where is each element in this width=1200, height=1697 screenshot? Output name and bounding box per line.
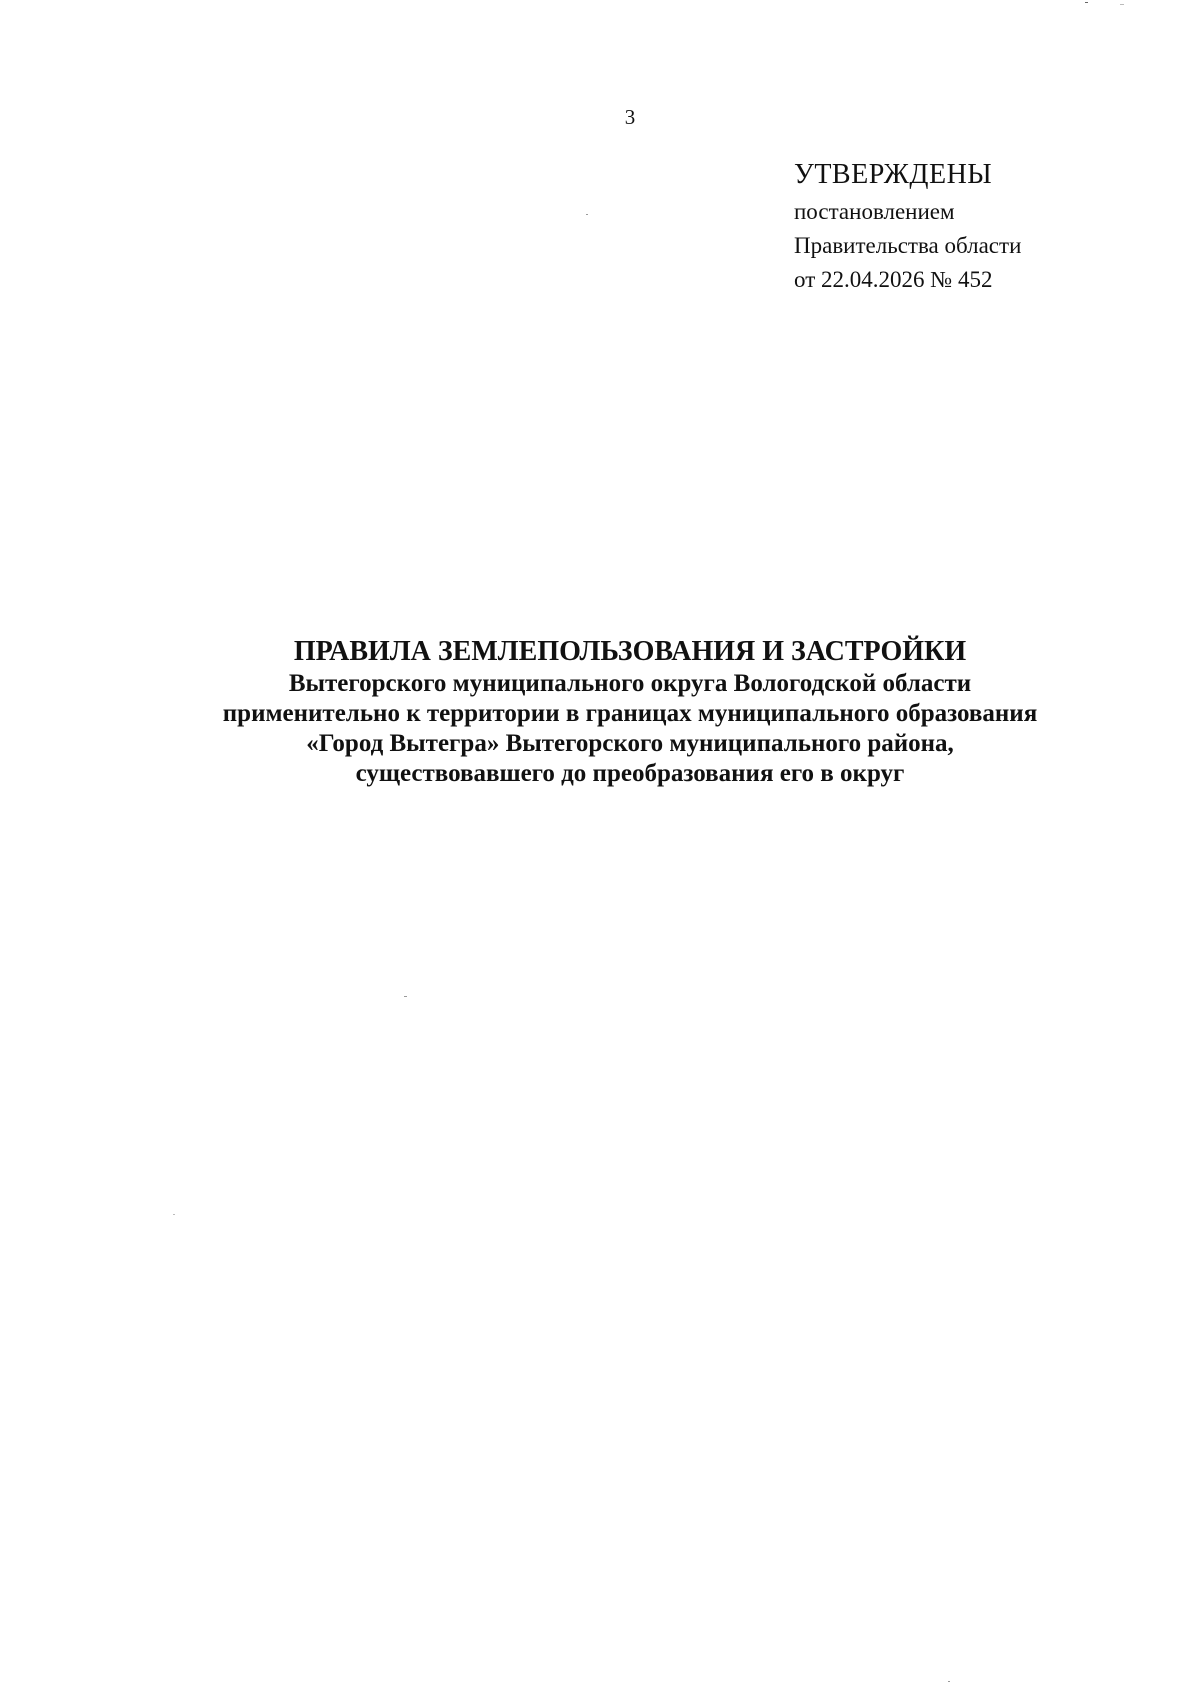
scan-speck [173, 1214, 175, 1215]
approval-date-number-line: от 22.04.2026 № 452 [794, 267, 993, 292]
document-title-line-3: «Город Вытегра» Вытегорского муниципального района, [306, 730, 954, 757]
approval-stamp-block [794, 157, 1174, 297]
page-number: 3 [624, 105, 636, 129]
scan-speck [1120, 4, 1124, 5]
document-title-line-4: существовавшего до преобразования его в округ [355, 760, 905, 787]
scan-speck [1085, 2, 1088, 3]
scan-speck [404, 996, 407, 997]
approval-by-line: постановлением [794, 199, 955, 224]
document-title [0, 634, 1200, 789]
approval-authority-line: Правительства области [794, 233, 1022, 258]
document-title-line-1: Вытегорского муниципального округа Вологодской области [288, 670, 972, 697]
document-title-main: ПРАВИЛА ЗЕМЛЕПОЛЬЗОВАНИЯ И ЗАСТРОЙКИ [293, 636, 967, 667]
approval-heading: УТВЕРЖДЕНЫ [794, 159, 993, 190]
document-title-line-2: применительно к территории в границах муниципального образования [222, 700, 1038, 727]
scan-speck [586, 214, 588, 215]
scan-speck [948, 1681, 950, 1682]
